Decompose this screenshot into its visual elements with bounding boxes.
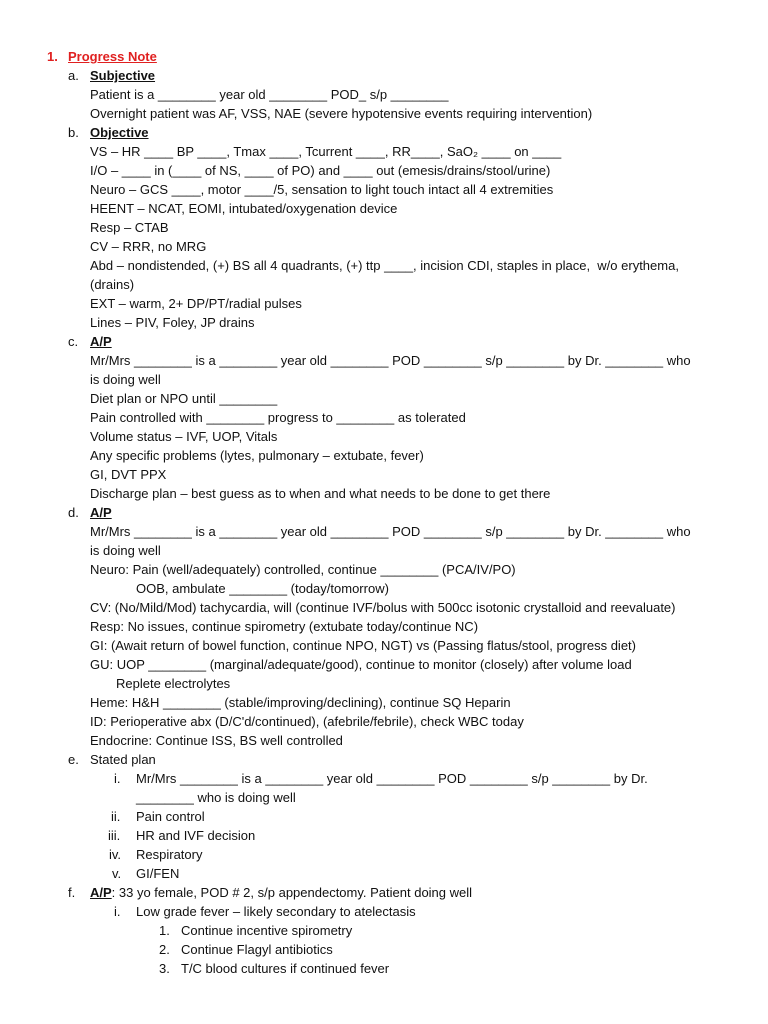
text-line: Resp – CTAB (90, 220, 169, 235)
section-c-heading: A/P (90, 334, 112, 349)
text-line: GI: (Await return of bowel function, continue NPO, NGT) vs (Passing flatus/stool, progress diet) (90, 638, 636, 653)
text-line: GU: UOP ________ (marginal/adequate/good), continue to monitor (closely) after volume load (90, 657, 632, 672)
text-line: CV – RRR, no MRG (90, 239, 207, 254)
section-a-heading: Subjective (90, 68, 156, 83)
text-line: I/O – ____ in (____ of NS, ____ of PO) and ____ out (emesis/drains/stool/urine) (90, 163, 551, 178)
text-line: Resp: No issues, continue spirometry (extubate today/continue NC) (90, 619, 479, 634)
text-line: Low grade fever – likely secondary to atelectasis (136, 904, 416, 919)
text-line: is doing well (90, 372, 161, 387)
subitem-text: Continue incentive spirometry (181, 923, 353, 938)
text-line: HEENT – NCAT, EOMI, intubated/oxygenation device (90, 201, 398, 216)
text-line: ________ who is doing well (136, 790, 296, 805)
item-marker: v. (112, 866, 122, 881)
section-e-heading: Stated plan (90, 752, 156, 767)
section-f-heading: A/P (90, 885, 112, 900)
section-b-marker: b. (68, 125, 79, 140)
text-line: Mr/Mrs ________ is a ________ year old ________ POD ________ s/p ________ by Dr. (136, 771, 648, 786)
text-line: GI, DVT PPX (90, 467, 167, 482)
text-line: HR and IVF decision (136, 828, 256, 843)
text-line: (drains) (90, 277, 135, 292)
text-line: Heme: H&H ________ (stable/improving/declining), continue SQ Heparin (90, 695, 511, 710)
text-line: Discharge plan – best guess as to when and what needs to be done to get there (90, 486, 551, 501)
text-line: Pain controlled with ________ progress to ________ as tolerated (90, 410, 466, 425)
text-line: Any specific problems (lytes, pulmonary – extubate, fever) (90, 448, 424, 463)
item-marker: iv. (109, 847, 122, 862)
item-marker: i. (114, 771, 121, 786)
subitem-marker: 1. (159, 923, 170, 938)
text-line: ID: Perioperative abx (D/C'd/continued), (afebrile/febrile), check WBC today (90, 714, 524, 729)
section-d-heading: A/P (90, 505, 112, 520)
text-line: Neuro – GCS ____, motor ____/5, sensation to light touch intact all 4 extremities (90, 182, 554, 197)
text-line: CV: (No/Mild/Mod) tachycardia, will (continue IVF/bolus with 500cc isotonic crystalloid and reevaluate) (90, 600, 676, 615)
section-f-line (90, 883, 472, 902)
section-c-marker: c. (68, 334, 79, 349)
text-line: Endocrine: Continue ISS, BS well controlled (90, 733, 343, 748)
text-line: Neuro: Pain (well/adequately) controlled, continue ________ (PCA/IV/PO) (90, 562, 516, 577)
text-line: Replete electrolytes (116, 676, 231, 691)
text-line: is doing well (90, 543, 161, 558)
item-marker: i. (114, 904, 121, 919)
item-marker: iii. (108, 828, 121, 843)
section-f-heading-suffix: : 33 yo female, POD # 2, s/p appendectomy. Patient doing well (111, 885, 473, 900)
subitem-text: T/C blood cultures if continued fever (181, 961, 390, 976)
subitem-marker: 2. (159, 942, 170, 957)
text-line: OOB, ambulate ________ (today/tomorrow) (136, 581, 389, 596)
text-line: GI/FEN (136, 866, 180, 881)
text-line: Patient is a ________ year old ________ POD_ s/p ________ (90, 87, 449, 102)
text-line: Mr/Mrs ________ is a ________ year old ________ POD ________ s/p ________ by Dr. ________ who (90, 524, 691, 539)
text-line: Overnight patient was AF, VSS, NAE (severe hypotensive events requiring intervention) (90, 106, 593, 121)
text-line: Pain control (136, 809, 205, 824)
text-line: Respiratory (136, 847, 203, 862)
text-line: Abd – nondistended, (+) BS all 4 quadrants, (+) ttp ____, incision CDI, staples in place, w/o erythema, (90, 258, 679, 273)
title: Progress Note (68, 49, 157, 64)
text-line: EXT – warm, 2+ DP/PT/radial pulses (90, 296, 302, 311)
subitem-text: Continue Flagyl antibiotics (181, 942, 333, 957)
text-line: Lines – PIV, Foley, JP drains (90, 315, 255, 330)
section-a-marker: a. (68, 68, 79, 83)
section-b-heading: Objective (90, 125, 149, 140)
text-line: Diet plan or NPO until ________ (90, 391, 278, 406)
item-marker: ii. (111, 809, 121, 824)
section-d-marker: d. (68, 505, 79, 520)
text-line: Volume status – IVF, UOP, Vitals (90, 429, 278, 444)
title-number: 1. (47, 49, 58, 64)
subitem-marker: 3. (159, 961, 170, 976)
text-line: Mr/Mrs ________ is a ________ year old ________ POD ________ s/p ________ by Dr. ________ who (90, 353, 691, 368)
text-line: VS – HR ____ BP ____, Tmax ____, Tcurrent ____, RR____, SaO₂ ____ on ____ (90, 144, 562, 159)
section-e-marker: e. (68, 752, 79, 767)
section-f-marker: f. (68, 885, 76, 900)
